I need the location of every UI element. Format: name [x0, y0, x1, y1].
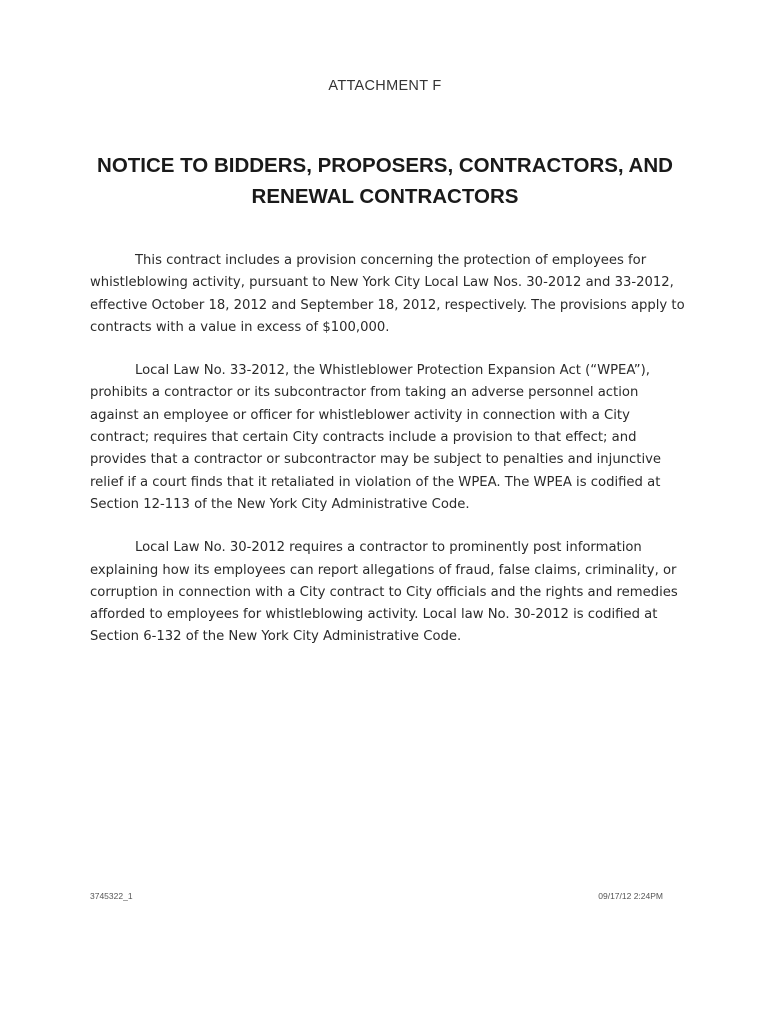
attachment-label: ATTACHMENT F	[328, 78, 442, 94]
paragraph-whistleblowing-provision: This contract includes a provision concerning the protection of employees for whistleblowing activity, pursuant to New York City Local Law Nos. 30-2012 and 33-2012, effective October 18, 2012 and September 18, 2012, respectively. The provisions apply to contracts with a value in excess of $100,000.	[90, 253, 685, 335]
paragraph-local-law-33: Local Law No. 33-2012, the Whistleblower Protection Expansion Act (“WPEA”), prohibits a contractor or its subcontractor from taking an adverse personnel action against an employee or officer for whistleblower activity in connection with a City contract; requires that certain City contracts include a provision to that effect; and provides that a contractor or subcontractor may be subject to penalties and injunctive relief if a court finds that it retaliated in violation of the WPEA. The WPEA is codified at Section 12-113 of the New York City Administrative Code.	[90, 363, 662, 512]
title-line-1: NOTICE TO BIDDERS, PROPOSERS, CONTRACTORS, AND	[97, 154, 673, 177]
document-id: 3745322_1	[90, 891, 133, 901]
paragraph-local-law-30: Local Law No. 30-2012 requires a contractor to prominently post information explaining how its employees can report allegations of fraud, false claims, criminality, or corruption in connection with a City contract to City officials and the rights and remedies afforded to employees for whistleblowing activity. Local law No. 30-2012 is codified at Section 6-132 of the New York City Administrative Code.	[90, 540, 678, 645]
page-title	[60, 150, 710, 212]
title-line-2: RENEWAL CONTRACTORS	[251, 185, 519, 208]
document-timestamp: 09/17/12 2:24PM	[598, 891, 663, 901]
document-body	[90, 250, 685, 670]
